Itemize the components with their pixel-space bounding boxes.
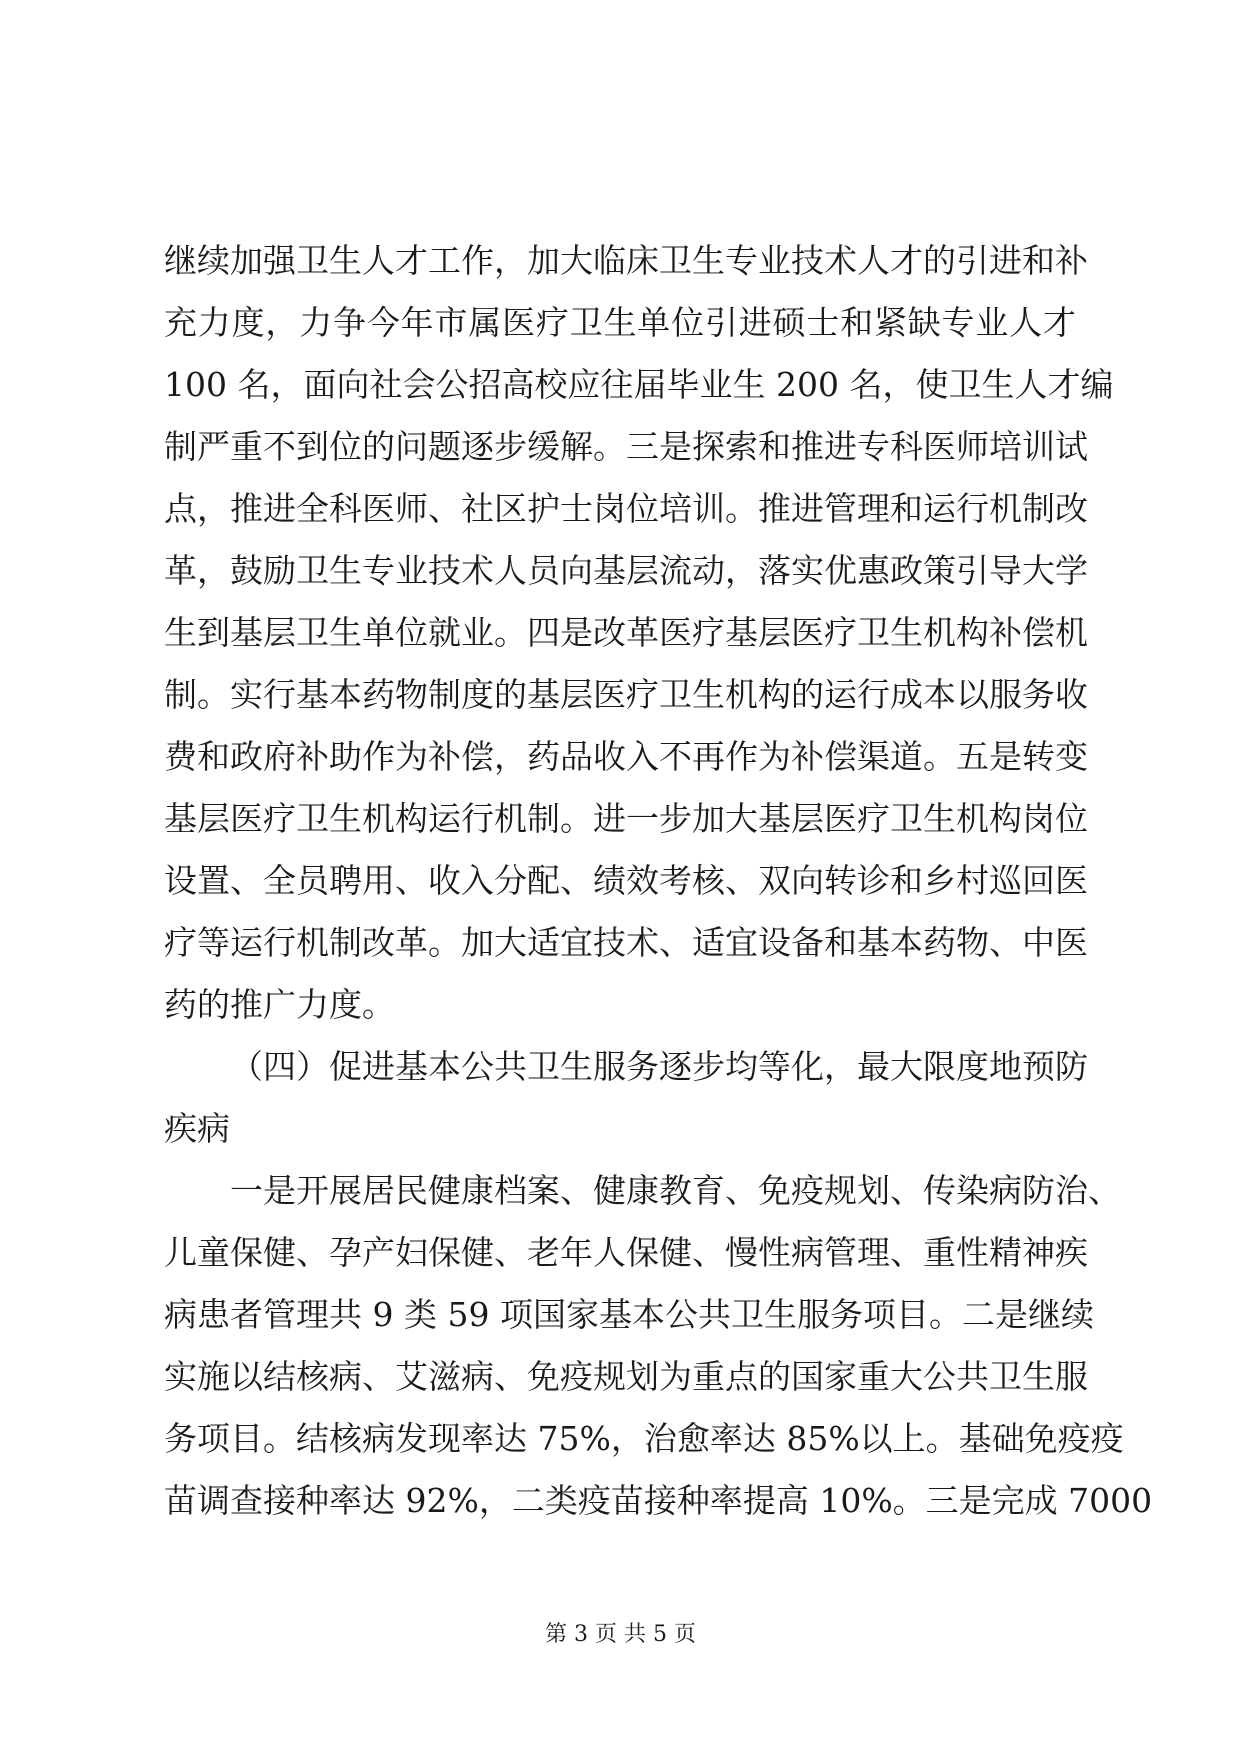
text-line: 制严重不到位的问题逐步缓解。三是探索和推进专科医师培训试 [164, 427, 1088, 466]
text-line: 制。实行基本药物制度的基层医疗卫生机构的运行成本以服务收 [164, 675, 1088, 714]
text-line: 点，推进全科医师、社区护士岗位培训。推进管理和运行机制改 [164, 489, 1088, 528]
text-line: 务项目。结核病发现率达 75%，治愈率达 85%以上。基础免疫疫 [164, 1419, 1124, 1458]
text-line: 一是开展居民健康档案、健康教育、免疫规划、传染病防治、 [230, 1171, 1121, 1210]
text-line: 设置、全员聘用、收入分配、绩效考核、双向转诊和乡村巡回医 [164, 861, 1088, 900]
text-line: 基层医疗卫生机构运行机制。进一步加大基层医疗卫生机构岗位 [164, 799, 1088, 838]
text-line: 药的推广力度。 [164, 985, 395, 1024]
text-line: 病患者管理共 9 类 59 项国家基本公共卫生服务项目。二是继续 [164, 1295, 1094, 1334]
text-line: 儿童保健、孕产妇保健、老年人保健、慢性病管理、重性精神疾 [164, 1233, 1088, 1272]
text-line: 疗等运行机制改革。加大适宜技术、适宜设备和基本药物、中医 [164, 923, 1088, 962]
text-line: 继续加强卫生人才工作，加大临床卫生专业技术人才的引进和补 [164, 241, 1088, 280]
section-heading: （四）促进基本公共卫生服务逐步均等化，最大限度地预防 [230, 1047, 1088, 1086]
text-line: 充力度，力争今年市属医疗卫生单位引进硕士和紧缺专业人才 [164, 303, 1076, 342]
page-number-footer: 第 3 页 共 5 页 [545, 1622, 696, 1647]
text-line: 革，鼓励卫生专业技术人员向基层流动，落实优惠政策引导大学 [164, 551, 1088, 590]
text-line: 实施以结核病、艾滋病、免疫规划为重点的国家重大公共卫生服 [164, 1357, 1088, 1396]
text-line: 苗调查接种率达 92%，二类疫苗接种率提高 10%。三是完成 7000 [164, 1481, 1153, 1520]
text-line: 生到基层卫生单位就业。四是改革医疗基层医疗卫生机构补偿机 [164, 613, 1088, 652]
text-line: 费和政府补助作为补偿，药品收入不再作为补偿渠道。五是转变 [164, 737, 1088, 776]
document-body [164, 230, 1153, 1532]
section-heading-continuation: 疾病 [164, 1109, 230, 1148]
text-line: 100 名，面向社会公招高校应往届毕业生 200 名，使卫生人才编 [164, 365, 1114, 404]
